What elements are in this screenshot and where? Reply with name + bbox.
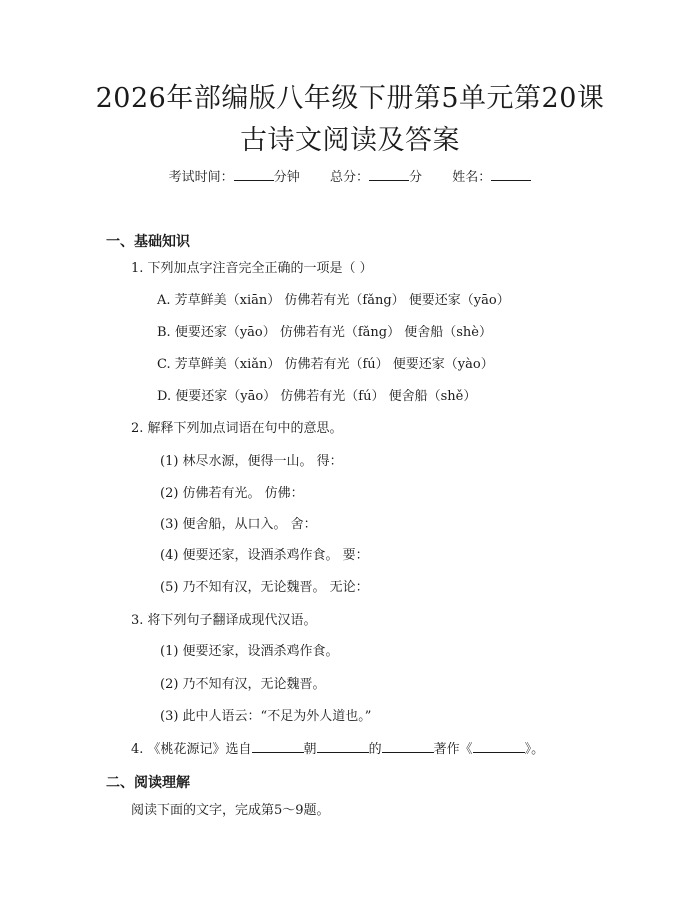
question-4-part3: 的 [368,742,382,757]
time-blank [234,168,274,181]
question-4-part1: 4. 《桃花源记》选自 [131,742,252,757]
question-3-item-2: (2) 乃不知有汉，无论魏晋。 [160,677,326,692]
name-blank [491,168,531,181]
question-2-item-1: (1) 林尽水源，便得一山。 得： [160,454,343,469]
question-4-blank-3[interactable] [382,740,434,753]
score-blank [369,168,409,181]
time-unit: 分钟 [273,170,300,185]
question-3-item-3: (3) 此中人语云：“不足为外人道也。” [160,709,372,724]
reading-intro: 阅读下面的文字，完成第5～9题。 [131,803,330,818]
question-4 [131,740,544,759]
time-label: 考试时间： [168,170,234,185]
question-2-item-3: (3) 便舍船，从口入。 舍： [160,517,317,532]
question-1-option-b: B. 便要还家（yāo） 仿佛若有光（fǎng） 便舍船（shè） [157,325,492,340]
question-4-part2: 朝 [303,742,317,757]
page-title-line1: 2026年部编版八年级下册第5单元第20课 [95,83,605,114]
exam-info [0,168,700,187]
question-4-part4: 著作《 [433,742,473,757]
question-1-option-a: A. 芳草鲜美（xiān） 仿佛若有光（fǎng） 便要还家（yāo） [157,293,510,308]
question-3-item-1: (1) 便要还家，设酒杀鸡作食。 [160,644,339,659]
question-4-blank-4[interactable] [473,740,525,753]
question-4-part5: 》。 [524,742,545,757]
name-label: 姓名： [452,170,492,185]
question-3-stem: 3. 将下列句子翻译成现代汉语。 [131,613,317,628]
question-4-blank-1[interactable] [252,740,304,753]
question-1-option-c: C. 芳草鲜美（xiǎn） 仿佛若有光（fú） 便要还家（yào） [157,357,494,372]
question-2-item-2: (2) 仿佛若有光。 仿佛： [160,486,304,501]
question-2-stem: 2. 解释下列加点词语在句中的意思。 [131,421,343,436]
question-1-stem: 1. 下列加点字注音完全正确的一项是（ ） [131,261,373,276]
score-unit: 分 [409,170,423,185]
page-title-line2: 古诗文阅读及答案 [240,125,460,156]
question-2-item-4: (4) 便要还家，设酒杀鸡作食。 要： [160,548,369,563]
question-1-option-d: D. 便要还家（yāo） 仿佛若有光（fú） 便舍船（shě） [157,389,477,404]
score-label: 总分： [329,170,369,185]
section-heading-reading: 二、阅读理解 [106,775,190,791]
question-2-item-5: (5) 乃不知有汉，无论魏晋。 无论： [160,580,369,595]
question-4-blank-2[interactable] [317,740,369,753]
section-heading-basics: 一、基础知识 [106,234,190,250]
